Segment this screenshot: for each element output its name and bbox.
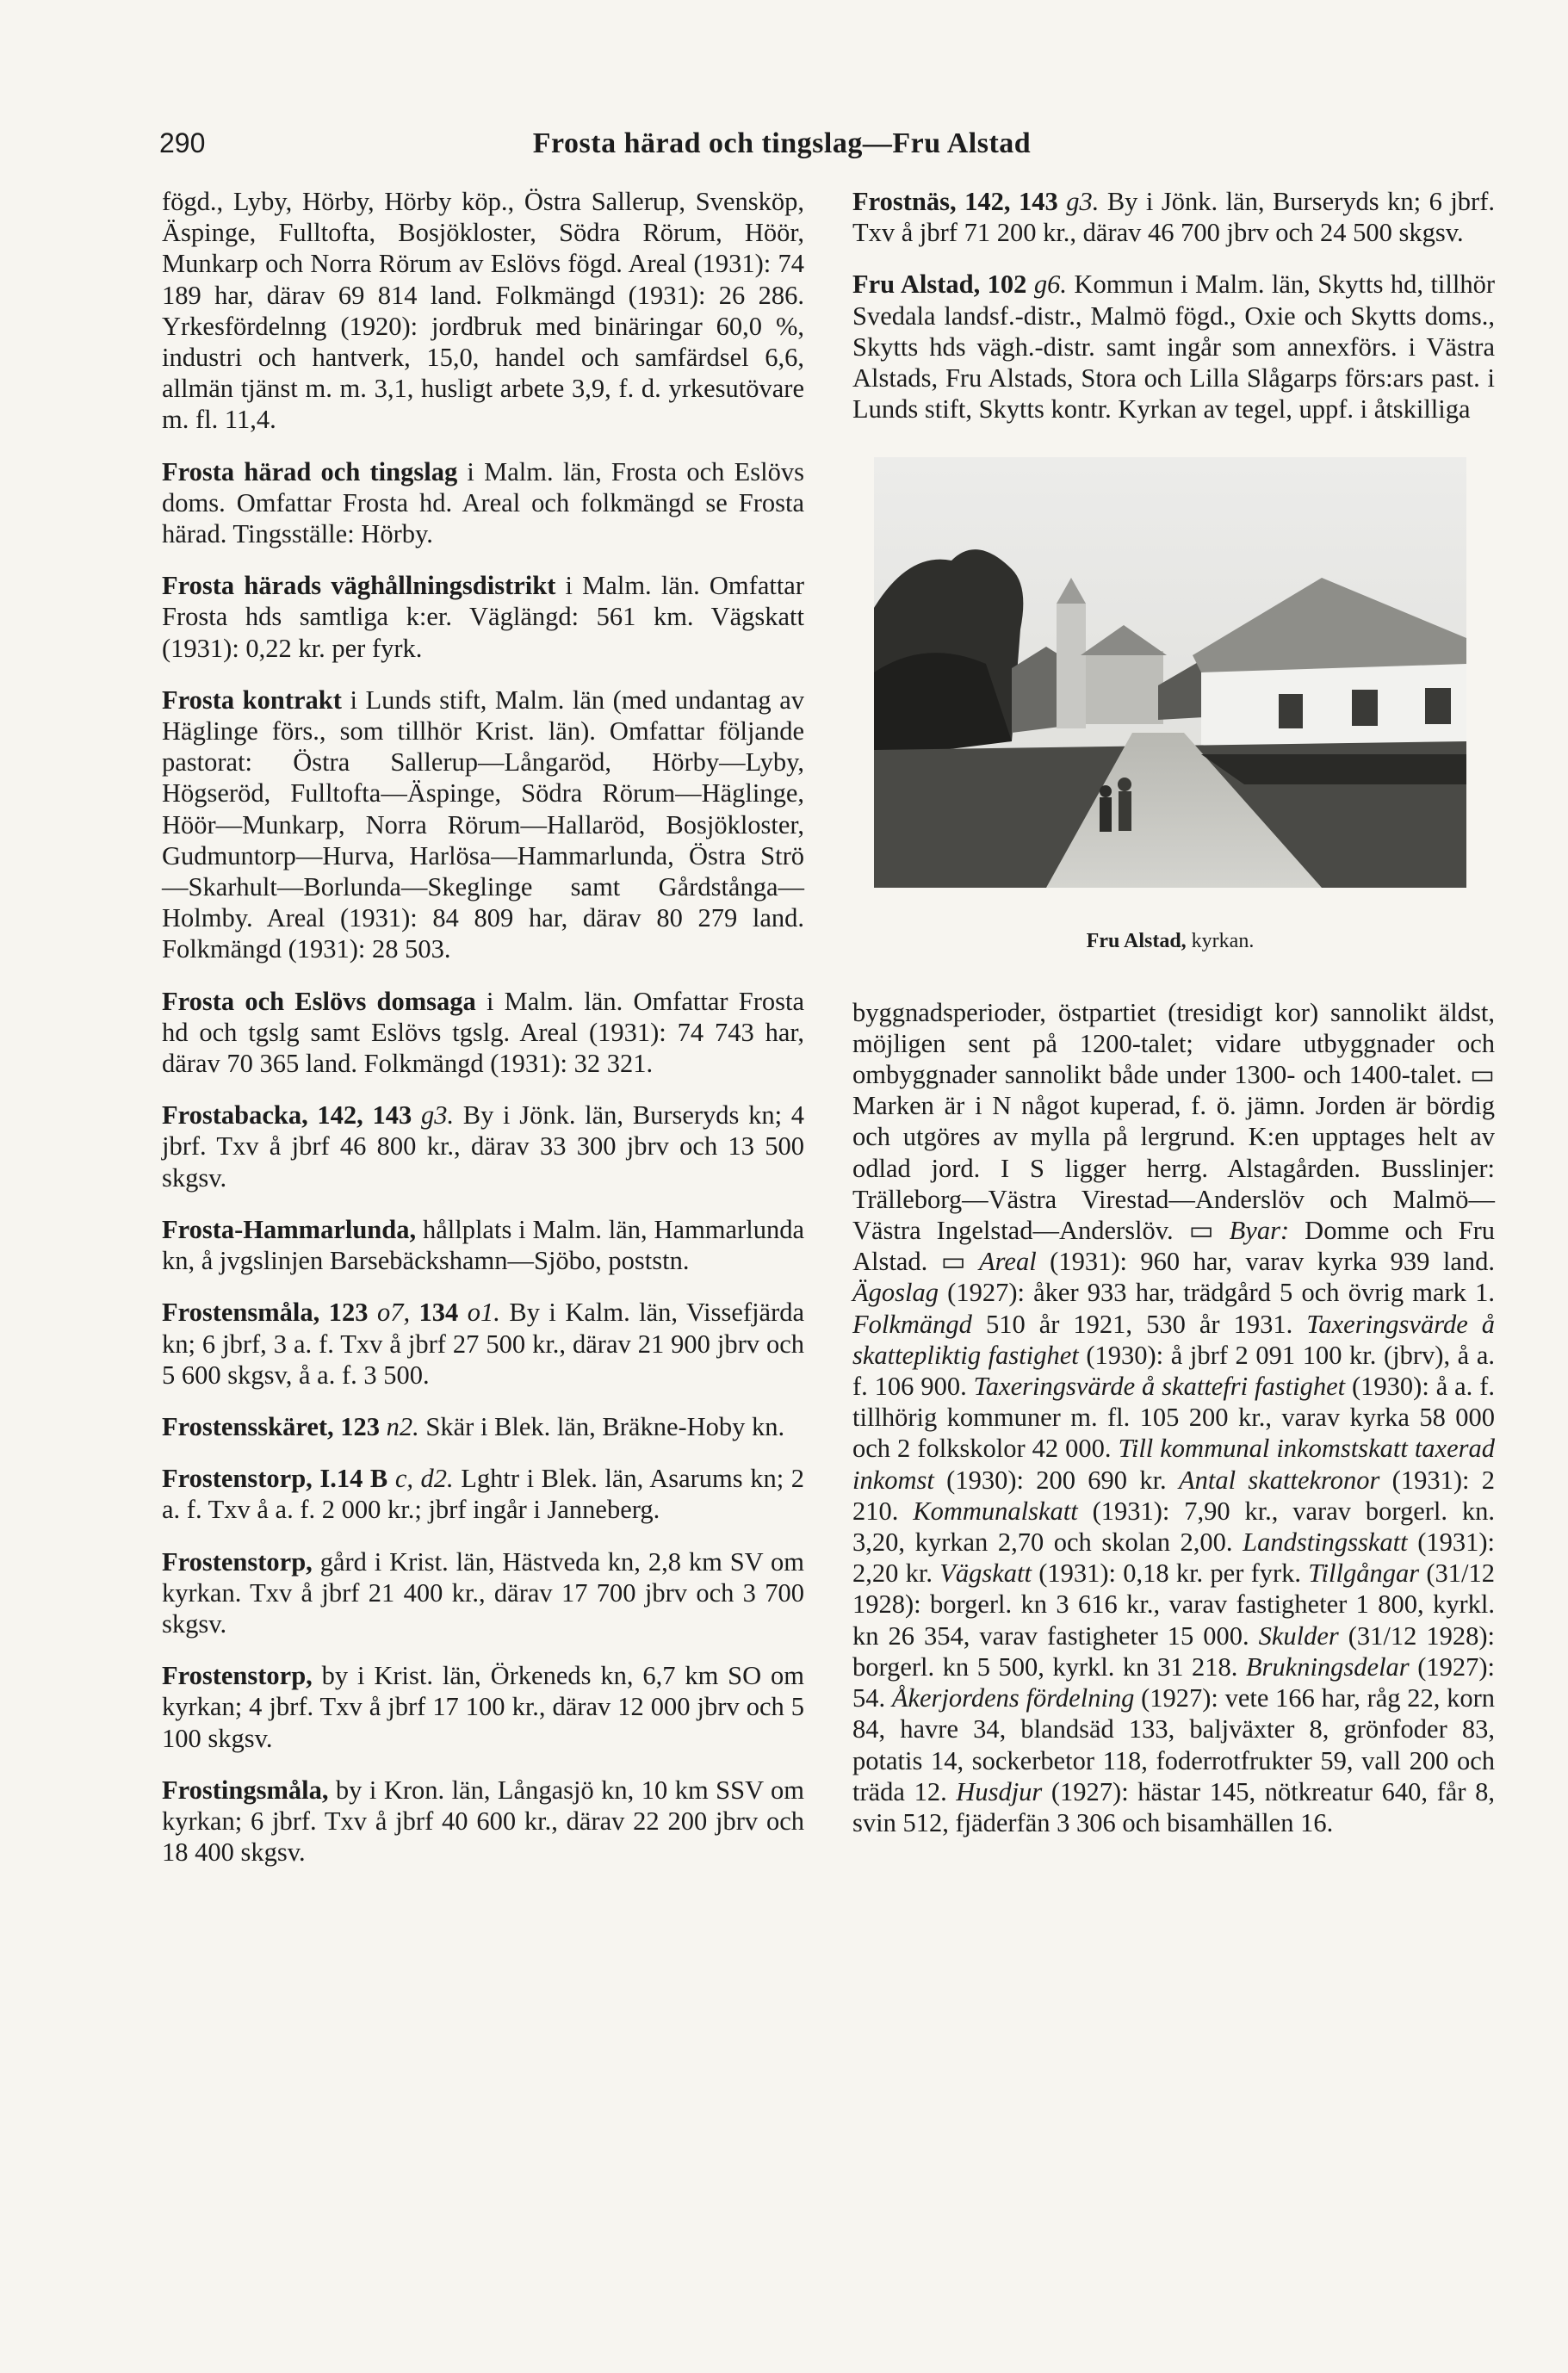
entry-head: Fru Alstad, 102: [852, 270, 1027, 300]
italic-term: Areal: [979, 1247, 1037, 1277]
gazetteer-entry: [162, 186, 804, 436]
entry-head: Frosta härad och tingslag: [162, 456, 458, 486]
italic-term: Åkerjordens fördelning: [891, 1683, 1135, 1713]
fru-alstad-description: [852, 997, 1495, 1838]
entry-ref: g3.: [1057, 187, 1100, 216]
entry-text: by i Kron. län, Långasjö kn, 10 km SSV om kyrkan; 6 jbrf. Txv å jbrf 40 600 kr., därav 22 200 jbrv och 18 400 skgsv.: [162, 1775, 804, 1868]
text-run: Domme och Fru Alstad. ▭: [852, 1216, 1495, 1277]
entry-text: i Malm. län. Omfattar Frosta hd och tgslg samt Eslövs tgslg. Areal (1931): 74 743 har, därav 70 365 land. Folkmängd (1931): 32 321.: [162, 986, 804, 1079]
entry-text: i Malm. län. Omfattar Frosta hds samtliga k:er. Väglängd: 561 km. Vägskatt (1931): 0,22 kr. per fyrk.: [162, 571, 804, 663]
text-run: (1930): 200 690 kr.: [933, 1465, 1179, 1495]
entry-text: Lghtr i Blek. län, Asarums kn; 2 a. f. Txv å a. f. 2 000 kr.; jbrf ingår i Janneberg.: [162, 1464, 804, 1525]
italic-term: Folkmängd: [852, 1309, 972, 1339]
italic-term: Till kommunal inkomstskatt taxerad inkomst: [852, 1434, 1495, 1495]
italic-term: Taxeringsvärde å skattepliktig fastighet: [852, 1309, 1496, 1370]
entry-head: Frostenstorp,: [162, 1546, 313, 1577]
entry-text: i Malm. län, Frosta och Eslövs doms. Omfattar Frosta hd. Areal och folkmängd se Frosta härad. Tingsställe: Hörby.: [162, 456, 804, 549]
text-run: (1931): 2 210.: [852, 1465, 1495, 1526]
text-run: (1927): vete 166 har, råg 22, korn 84, havre 34, blandsäd 133, baljväxter 8, grönfoder 83, potatis 14, sockerbetor 118, foderrotfrukter 59, vall 200 och träda 12.: [852, 1683, 1495, 1806]
entry-text: Kommun i Malm. län, Skytts hd, tillhör Svedala landsf.-distr., Malmö fögd., Oxie och Skytts doms., Skytts hds vägh.-distr. samt ingår som annexförs. i Västra Alstads, Fru Alstads, Stora och Lilla Slågarps förs:ars past. i Lunds stift, Skytts kontr. Kyrkan av tegel, uppf. i åtskilliga: [852, 270, 1496, 424]
page-header: [159, 127, 1404, 165]
entry-ref2: o1.: [458, 1298, 500, 1328]
running-head: Frosta härad och tingslag—Fru Alstad: [532, 127, 1032, 159]
gazetteer-entry: [162, 685, 804, 965]
italic-term: Kommunalskatt: [913, 1496, 1078, 1526]
gazetteer-entry: [162, 1775, 804, 1868]
entry-head: Frosta kontrakt: [162, 685, 342, 715]
left-column: [162, 186, 804, 1888]
text-run: (1931): 7,90 kr., varav borgerl. kn. 3,20, kyrkan 2,70 och skolan 2,00.: [852, 1496, 1495, 1558]
entry-head: Frostingsmåla,: [162, 1775, 329, 1805]
italic-term: Husdjur: [956, 1776, 1043, 1806]
entry-head: Frosta och Eslövs domsaga: [162, 986, 476, 1016]
photo-caption: [874, 926, 1466, 957]
entry-head2: 134: [410, 1298, 459, 1328]
entry-text: Skär i Blek. län, Bräkne-Hoby kn.: [418, 1411, 785, 1441]
entry-ref: g6.: [1026, 270, 1067, 300]
entry-head: Frostnäs, 142, 143: [852, 187, 1058, 216]
italic-term: Ägoslag: [852, 1278, 939, 1308]
gazetteer-entry: [162, 986, 804, 1080]
entry-head: Frostensskäret, 123: [162, 1411, 381, 1441]
entry-head: Frosta härads väghållningsdistrikt: [162, 571, 556, 601]
right-column: [852, 186, 1495, 1859]
church-photo-figure: [874, 457, 1466, 957]
text-run: (31/12 1928): borgerl. kn 5 500, kyrkl. kn 31 218.: [852, 1620, 1495, 1682]
church-photo: [874, 457, 1466, 888]
entry-text: By i Kalm. län, Vissefjärda kn; 6 jbrf, 3 a. f. Txv å jbrf 27 500 kr., därav 21 900 jbrv och 5 600 skgsv, å a. f. 3 500.: [162, 1298, 805, 1390]
italic-term: Tillgångar: [1308, 1558, 1420, 1589]
text-run: (31/12 1928): borgerl. kn 3 616 kr., varav fastigheter 1 800, kyrkl. kn 26 354, varav fastigheter 15 000.: [852, 1558, 1495, 1651]
caption-rest: kyrkan.: [1186, 930, 1255, 953]
gazetteer-entry: [162, 1297, 804, 1391]
gazetteer-entry: [162, 1660, 804, 1754]
entry-text: by i Krist. län, Örkeneds kn, 6,7 km SO om kyrkan; 4 jbrf. Txv å jbrf 17 100 kr., därav 12 000 jbrv och 5 100 skgsv.: [162, 1661, 804, 1753]
italic-term: Byar:: [1229, 1216, 1290, 1246]
text-run: (1927): åker 933 har, trädgård 5 och övrig mark 1.: [938, 1278, 1495, 1308]
gazetteer-entry: [162, 1463, 804, 1525]
italic-term: Skulder: [1258, 1620, 1339, 1651]
italic-term: Vägskatt: [939, 1558, 1032, 1589]
page-number: 290: [159, 127, 206, 158]
entry-ref: g3.: [412, 1100, 455, 1131]
gazetteer-entry: [162, 1411, 804, 1442]
entry-ref: o7,: [368, 1298, 411, 1328]
entry-ref: n2.: [380, 1411, 419, 1441]
entry-ref: c, d2.: [387, 1464, 454, 1494]
text-run: (1930): å jbrf 2 091 100 kr. (jbrv), å a. f. 106 900.: [852, 1340, 1495, 1402]
entry-head: Frostensmåla, 123: [162, 1298, 369, 1328]
gazetteer-entry: [162, 456, 804, 550]
text-run: (1931): 2,20 kr.: [852, 1527, 1495, 1589]
italic-term: Landstingsskatt: [1243, 1527, 1408, 1558]
text-run: (1930): å a. f. tillhörig kommuner m. fl. 105 200 kr., varav kyrka 58 000 och 2 folkskolor 42 000.: [852, 1372, 1495, 1464]
caption-name: Fru Alstad,: [1086, 930, 1187, 953]
gazetteer-entry: [162, 1100, 804, 1193]
gazetteer-entry: [162, 1546, 804, 1640]
gazetteer-entry: [162, 570, 804, 664]
text-run: byggnadsperioder, östpartiet (tresidigt kor) sannolikt äldst, möjligen sent på 1200-talet; vidare utbyggnader och ombyggnader sannolikt både under 1300- och 1400-talet. ▭ Marken är i N något kuperad, f. ö. jämn. Jorden är bördig och utgöres av mylla på lergrund. K:en upptages helt av odlad jord. I S ligger herrg. Alstagården. Busslinjer: Trälleborg—Västra Virestad—Anderslöv och Malmö—Västra Ingelstad—Anderslöv. ▭: [852, 997, 1495, 1246]
text-run: (1931): 960 har, varav kyrka 939 land.: [1036, 1247, 1496, 1277]
text-run: (1927): hästar 145, nötkreatur 640, får 8, svin 512, fjäderfän 3 306 och bisamhällen 16.: [852, 1776, 1495, 1837]
italic-term: Antal skattekronor: [1178, 1465, 1380, 1495]
entry-text: By i Jönk. län, Burseryds kn; 6 jbrf. Txv å jbrf 71 200 kr., därav 46 700 jbrv och 24 500 skgsv.: [852, 187, 1495, 248]
entry-text: By i Jönk. län, Burseryds kn; 4 jbrf. Txv å jbrf 46 800 kr., därav 33 300 jbrv och 13 500 skgsv.: [162, 1100, 805, 1193]
entry-text: fögd., Lyby, Hörby, Hörby köp., Östra Sallerup, Svensköp, Äspinge, Fulltofta, Bosjökloster, Södra Rörum, Höör, Munkarp och Norra Rörum av Eslövs fögd. Areal (1931): 74 189 har, därav 69 814 land. Folkmängd (1931): 26 286. Yrkesfördelnng (1920): jordbruk med binäringar 60,0 %, industri och hantverk, 15,0, handel och samfärdsel 6,6, allmän tjänst m. m. 3,1, husligt arbete 3,9, f. d. yrkesutövare m. fl. 11,4.: [162, 187, 804, 435]
entry-head: Frosta-Hammarlunda,: [162, 1214, 417, 1244]
italic-term: Brukningsdelar: [1245, 1651, 1410, 1682]
gazetteer-entry: [852, 269, 1495, 424]
entry-head: Frostabacka, 142, 143: [162, 1100, 412, 1131]
text-run: (1927): 54.: [852, 1651, 1495, 1713]
gazetteer-entry: [162, 1214, 804, 1276]
gazetteer-entry: [852, 186, 1495, 248]
text-run: 510 år 1921, 530 år 1931.: [971, 1309, 1307, 1339]
entry-text: hållplats i Malm. län, Hammarlunda kn, å jvgslinjen Barsebäckshamn—Sjöbo, poststn.: [162, 1214, 804, 1276]
entry-head: Frostenstorp, I.14 B: [162, 1464, 388, 1494]
entry-text: gård i Krist. län, Hästveda kn, 2,8 km SV om kyrkan. Txv å jbrf 21 400 kr., därav 17 700 jbrv och 3 700 skgsv.: [162, 1546, 804, 1639]
text-run: (1931): 0,18 kr. per fyrk.: [1031, 1558, 1309, 1589]
entry-text: i Lunds stift, Malm. län (med undantag av Häglinge förs., som tillhör Krist. län). Omfattar följande pastorat: Östra Sallerup—Långaröd, Hörby—Lyby, Högseröd, Fulltofta—Äspinge, Södra Rörum—Häglinge, Höör—Munkarp, Norra Rörum—Hallaröd, Bosjökloster, Gudmuntorp—Hurva, Harlösa—Hammarlunda, Östra Strö—Skarhult—Borlunda—Skeglinge samt Gårdstånga—Holmby. Areal (1931): 84 809 har, därav 80 279 land. Folkmängd (1931): 28 503.: [162, 685, 804, 964]
entry-head: Frostenstorp,: [162, 1661, 313, 1691]
italic-term: Taxeringsvärde å skattefri fastighet: [973, 1372, 1346, 1402]
